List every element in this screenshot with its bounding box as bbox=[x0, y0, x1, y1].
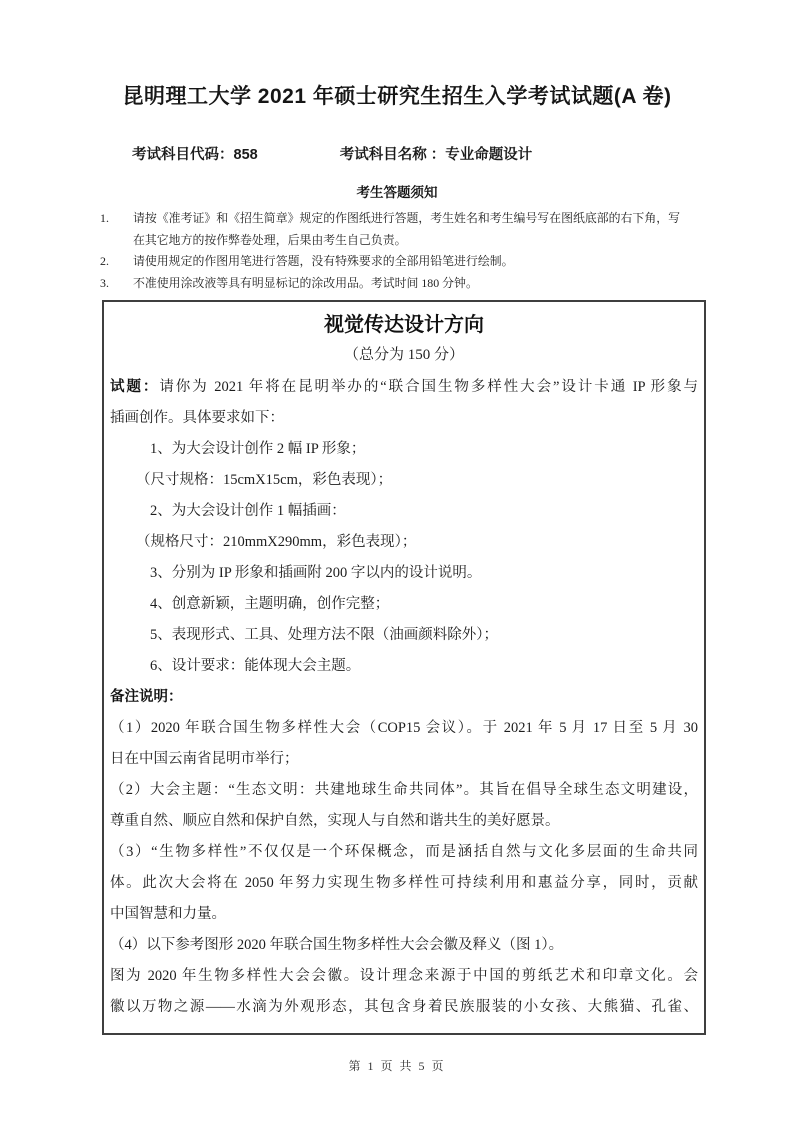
exam-question-box bbox=[102, 300, 706, 1035]
notice-item-text: 不准使用涂改液等具有明显标记的涂改用品。考试时间 180 分钟。 bbox=[133, 275, 478, 290]
notice-list bbox=[0, 208, 680, 294]
exam-line: 尊重自然、顺应自然和保护自然，实现人与自然和谐共生的美好愿景。 bbox=[110, 813, 560, 829]
exam-line: 6、设计要求：能体现大会主题。 bbox=[150, 658, 361, 674]
exam-line: （2）大会主题：“生态文明：共建地球生命共同体”。其旨在倡导全球生态文明建设， bbox=[110, 782, 698, 798]
exam-line: 备注说明： bbox=[110, 689, 183, 705]
total-score-line: （总分为 150 分） bbox=[343, 347, 464, 363]
exam-line: 1、为大会设计创作 2 幅 IP 形象； bbox=[150, 441, 366, 457]
exam-line: 5、表现形式、工具、处理方法不限（油画颜料除外）； bbox=[150, 627, 498, 643]
exam-line: 插画创作。具体要求如下： bbox=[110, 410, 284, 426]
notice-item-text: 请使用规定的作图用笔进行答题，没有特殊要求的全部用铅笔进行绘制。 bbox=[133, 254, 514, 268]
exam-line: 中国智慧和力量。 bbox=[110, 906, 226, 922]
exam-line: 体。此次大会将在 2050 年努力实现生物多样性可持续利用和惠益分享，同时，贡献 bbox=[110, 875, 698, 891]
exam-line: （尺寸规格：15cmX15cm，彩色表现）； bbox=[136, 472, 393, 488]
exam-line: 4、创意新颖，主题明确，创作完整； bbox=[150, 596, 390, 612]
notice-item bbox=[100, 273, 680, 295]
page-number-footer: 第 1 页 共 5 页 bbox=[348, 1059, 446, 1073]
exam-line: 3、分别为 IP 形象和插画附 200 字以内的设计说明。 bbox=[150, 565, 482, 581]
notice-heading: 考生答题须知 bbox=[356, 185, 438, 200]
notice-item-number: 2. bbox=[100, 254, 109, 268]
direction-heading: 视觉传达设计方向 bbox=[324, 314, 484, 336]
exam-line: 2、为大会设计创作 1 幅插画： bbox=[150, 503, 346, 519]
exam-body bbox=[110, 372, 698, 1023]
notice-item-number: 1. bbox=[100, 211, 109, 225]
exam-line-bold-prefix: 试题： bbox=[110, 379, 160, 395]
exam-line: （1）2020 年联合国生物多样性大会（COP15 会议）。于 2021 年 5 月 17 日至 5 月 30 bbox=[110, 720, 698, 736]
exam-line: （规格尺寸：210mmX290mm，彩色表现）； bbox=[136, 534, 417, 550]
notice-item-number: 3. bbox=[100, 275, 109, 290]
notice-item-text: 请按《准考证》和《招生简章》规定的作图纸进行答题，考生姓名和考生编号写在图纸底部的右下角，写在其它地方的按作弊卷处理，后果由考生自己负责。 bbox=[133, 211, 680, 247]
notice-item bbox=[100, 251, 680, 273]
notice-item bbox=[100, 208, 680, 251]
subject-code-label: 考试科目代码：858 bbox=[132, 147, 258, 163]
exam-line: 日在中国云南省昆明市举行； bbox=[110, 751, 299, 767]
exam-line: （4）以下参考图形 2020 年联合国生物多样性大会会徽及释义（图 1）。 bbox=[110, 937, 564, 953]
subject-info-row bbox=[0, 143, 794, 164]
exam-line: 试题：请你为 2021 年将在昆明举办的“联合国生物多样性大会”设计卡通 IP 形象与 bbox=[110, 379, 699, 395]
exam-line: 图为 2020 年生物多样性大会会徽。设计理念来源于中国的剪纸艺术和印章文化。会 bbox=[110, 968, 698, 984]
document-title: 昆明理工大学 2021 年硕士研究生招生入学考试试题(A 卷) bbox=[122, 85, 672, 108]
subject-name-label: 考试科目名称 ：专业命题设计 bbox=[339, 147, 533, 163]
exam-line: （3）“生物多样性”不仅仅是一个环保概念，而是涵括自然与文化多层面的生命共同 bbox=[110, 844, 698, 860]
exam-line: 徽以万物之源——水滴为外观形态，其包含身着民族服装的小女孩、大熊猫、孔雀、 bbox=[110, 999, 698, 1015]
